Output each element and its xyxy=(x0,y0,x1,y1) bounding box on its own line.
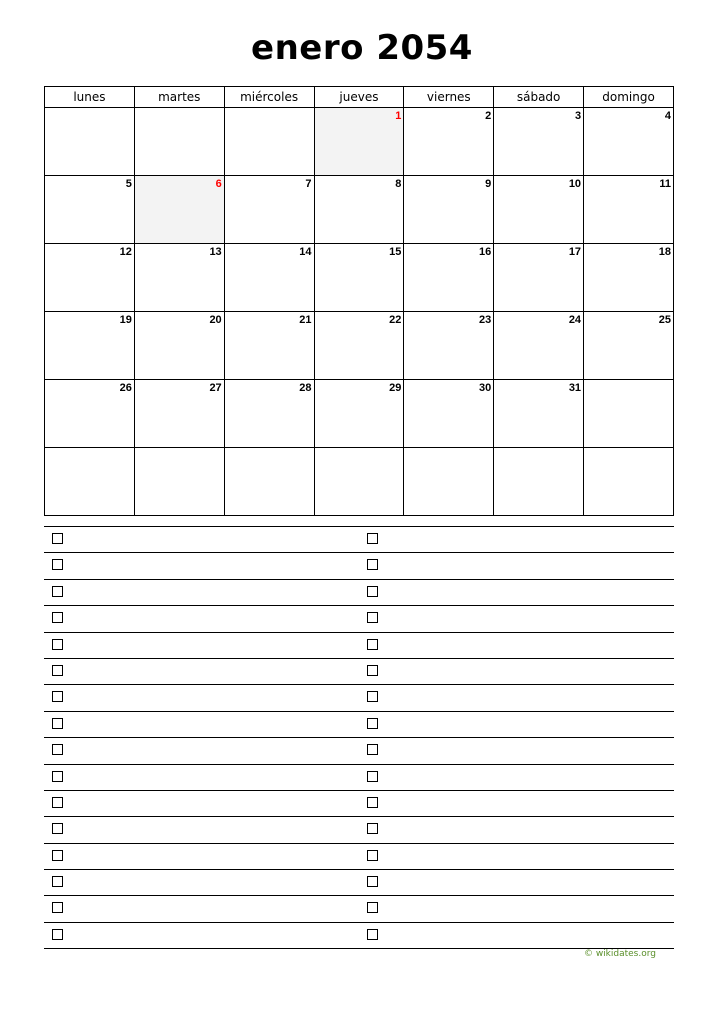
calendar-day-cell[interactable] xyxy=(314,176,404,244)
calendar-day-cell[interactable] xyxy=(224,108,314,176)
empty-checkbox-icon[interactable] xyxy=(52,876,63,887)
empty-checkbox-icon[interactable] xyxy=(52,665,63,676)
day-number: 19 xyxy=(119,314,132,326)
day-number: 6 xyxy=(215,178,222,190)
calendar-day-cell[interactable] xyxy=(314,312,404,380)
checklist-item[interactable] xyxy=(44,791,359,816)
checklist-item[interactable] xyxy=(44,527,359,552)
empty-checkbox-icon[interactable] xyxy=(52,850,63,861)
checklist-item[interactable] xyxy=(359,580,674,605)
checklist-item[interactable] xyxy=(44,659,359,684)
empty-checkbox-icon[interactable] xyxy=(367,612,378,623)
weekday-header: sábado xyxy=(494,87,584,108)
day-number: 23 xyxy=(478,314,492,326)
day-number: 9 xyxy=(485,178,492,190)
day-number: 27 xyxy=(209,382,222,394)
day-number xyxy=(135,108,224,110)
calendar-day-cell[interactable] xyxy=(314,448,404,516)
empty-checkbox-icon[interactable] xyxy=(52,691,63,702)
calendar-day-cell[interactable] xyxy=(45,176,135,244)
calendar-day-cell[interactable] xyxy=(134,108,224,176)
calendar-day-cell[interactable] xyxy=(314,108,404,176)
checklist-row xyxy=(44,553,674,579)
calendar-week-row xyxy=(45,244,674,312)
calendar-day-cell[interactable] xyxy=(494,244,584,312)
calendar-day-cell[interactable] xyxy=(584,380,674,448)
empty-checkbox-icon[interactable] xyxy=(52,929,63,940)
footer-credit: © wikidates.org xyxy=(583,949,656,959)
calendar-day-cell[interactable] xyxy=(134,176,224,244)
calendar-day-cell[interactable] xyxy=(494,448,584,516)
empty-checkbox-icon[interactable] xyxy=(367,586,378,597)
empty-checkbox-icon[interactable] xyxy=(367,718,378,729)
checklist-row xyxy=(44,791,674,817)
empty-checkbox-icon[interactable] xyxy=(367,771,378,782)
checklist xyxy=(44,526,674,949)
checklist-item[interactable] xyxy=(44,712,359,737)
day-number: 26 xyxy=(119,382,132,394)
calendar-week-row xyxy=(45,380,674,448)
empty-checkbox-icon[interactable] xyxy=(52,744,63,755)
empty-checkbox-icon[interactable] xyxy=(52,586,63,597)
day-number xyxy=(45,108,134,110)
calendar-day-cell[interactable] xyxy=(45,108,135,176)
day-number: 5 xyxy=(125,178,132,190)
calendar-week-row xyxy=(45,108,674,176)
empty-checkbox-icon[interactable] xyxy=(52,902,63,913)
checklist-item[interactable] xyxy=(44,685,359,710)
day-number xyxy=(584,448,673,450)
day-number: 29 xyxy=(389,382,402,394)
day-number: 1 xyxy=(395,110,402,122)
checklist-item[interactable] xyxy=(359,896,674,921)
calendar-day-cell[interactable] xyxy=(224,380,314,448)
calendar-day-cell[interactable] xyxy=(584,176,674,244)
day-number xyxy=(135,448,224,450)
weekday-header: viernes xyxy=(404,87,494,108)
checklist-item[interactable] xyxy=(359,712,674,737)
calendar-day-cell[interactable] xyxy=(494,312,584,380)
calendar-day-cell[interactable] xyxy=(314,380,404,448)
checklist-item[interactable] xyxy=(44,923,359,948)
day-number: 11 xyxy=(659,178,671,190)
checklist-item[interactable] xyxy=(359,817,674,842)
calendar-day-cell[interactable] xyxy=(224,176,314,244)
page-title: enero 2054 xyxy=(251,28,473,68)
weekday-header: martes xyxy=(134,87,224,108)
calendar-day-cell[interactable] xyxy=(494,176,584,244)
calendar-week-row xyxy=(45,448,674,516)
checklist-row xyxy=(44,896,674,922)
empty-checkbox-icon[interactable] xyxy=(367,823,378,834)
checklist-item[interactable] xyxy=(44,844,359,869)
checklist-item[interactable] xyxy=(44,765,359,790)
calendar-day-cell[interactable] xyxy=(134,380,224,448)
day-number xyxy=(315,448,404,450)
checklist-item[interactable] xyxy=(359,791,674,816)
checklist-item[interactable] xyxy=(359,553,674,578)
day-number: 30 xyxy=(478,382,492,394)
calendar-day-cell[interactable] xyxy=(404,176,494,244)
day-number: 3 xyxy=(574,110,582,122)
calendar-day-cell[interactable] xyxy=(404,312,494,380)
checklist-row xyxy=(44,580,674,606)
calendar-day-cell[interactable] xyxy=(224,448,314,516)
calendar-day-cell[interactable] xyxy=(134,448,224,516)
checklist-row xyxy=(44,870,674,896)
checklist-item[interactable] xyxy=(44,738,359,763)
calendar-day-cell[interactable] xyxy=(584,244,674,312)
calendar-week-row xyxy=(45,312,674,380)
calendar-day-cell[interactable] xyxy=(45,380,135,448)
empty-checkbox-icon[interactable] xyxy=(367,850,378,861)
empty-checkbox-icon[interactable] xyxy=(52,559,63,570)
empty-checkbox-icon[interactable] xyxy=(367,902,378,913)
day-number: 8 xyxy=(395,178,402,190)
day-number: 25 xyxy=(658,314,671,326)
calendar-day-cell[interactable] xyxy=(45,312,135,380)
day-number: 14 xyxy=(299,246,312,258)
day-number: 21 xyxy=(299,314,312,326)
day-number xyxy=(225,108,314,110)
day-number: 28 xyxy=(299,382,312,394)
day-number: 20 xyxy=(209,314,222,326)
empty-checkbox-icon[interactable] xyxy=(367,691,378,702)
checklist-row xyxy=(44,633,674,659)
weekday-header-row xyxy=(45,87,674,108)
calendar-day-cell[interactable] xyxy=(134,244,224,312)
checklist-item[interactable] xyxy=(359,765,674,790)
calendar-day-cell[interactable] xyxy=(404,108,494,176)
calendar-day-cell[interactable] xyxy=(584,312,674,380)
empty-checkbox-icon[interactable] xyxy=(52,612,63,623)
day-number: 22 xyxy=(389,314,402,326)
empty-checkbox-icon[interactable] xyxy=(367,665,378,676)
day-number xyxy=(494,448,583,450)
empty-checkbox-icon[interactable] xyxy=(52,771,63,782)
empty-checkbox-icon[interactable] xyxy=(52,797,63,808)
checklist-item[interactable] xyxy=(359,659,674,684)
checklist-item[interactable] xyxy=(359,870,674,895)
empty-checkbox-icon[interactable] xyxy=(367,929,378,940)
checklist-item[interactable] xyxy=(359,685,674,710)
weekday-header: lunes xyxy=(45,87,135,108)
checklist-item[interactable] xyxy=(359,527,674,552)
checklist-item[interactable] xyxy=(359,923,674,948)
checklist-row xyxy=(44,923,674,949)
checklist-item[interactable] xyxy=(44,817,359,842)
weekday-header: domingo xyxy=(584,87,674,108)
calendar-day-cell[interactable] xyxy=(45,448,135,516)
day-number: 2 xyxy=(485,110,492,122)
checklist-item[interactable] xyxy=(44,870,359,895)
empty-checkbox-icon[interactable] xyxy=(367,797,378,808)
checklist-row xyxy=(44,685,674,711)
weekday-header: miércoles xyxy=(224,87,314,108)
calendar-day-cell[interactable] xyxy=(494,380,584,448)
empty-checkbox-icon[interactable] xyxy=(367,533,378,544)
checklist-item[interactable] xyxy=(44,606,359,631)
calendar-day-cell[interactable] xyxy=(404,244,494,312)
empty-checkbox-icon[interactable] xyxy=(52,533,63,544)
calendar-week-row xyxy=(45,176,674,244)
calendar-day-cell[interactable] xyxy=(404,380,494,448)
day-number: 24 xyxy=(568,314,582,326)
empty-checkbox-icon[interactable] xyxy=(367,639,378,650)
empty-checkbox-icon[interactable] xyxy=(367,559,378,570)
weekday-header: jueves xyxy=(314,87,404,108)
calendar-day-cell[interactable] xyxy=(584,108,674,176)
checklist-item[interactable] xyxy=(44,633,359,658)
calendar-day-cell[interactable] xyxy=(224,312,314,380)
day-number: 18 xyxy=(658,246,671,258)
day-number: 13 xyxy=(209,246,222,258)
checklist-item[interactable] xyxy=(44,553,359,578)
empty-checkbox-icon[interactable] xyxy=(52,718,63,729)
checklist-row xyxy=(44,527,674,553)
checklist-item[interactable] xyxy=(359,606,674,631)
empty-checkbox-icon[interactable] xyxy=(367,876,378,887)
day-number xyxy=(45,448,134,450)
checklist-item[interactable] xyxy=(359,633,674,658)
empty-checkbox-icon[interactable] xyxy=(52,639,63,650)
checklist-row xyxy=(44,738,674,764)
calendar-day-cell[interactable] xyxy=(224,244,314,312)
checklist-row xyxy=(44,659,674,685)
day-number: 12 xyxy=(119,246,132,258)
empty-checkbox-icon[interactable] xyxy=(52,823,63,834)
checklist-item[interactable] xyxy=(359,844,674,869)
calendar-day-cell[interactable] xyxy=(45,244,135,312)
calendar-day-cell[interactable] xyxy=(404,448,494,516)
day-number: 31 xyxy=(568,382,582,394)
checklist-row xyxy=(44,712,674,738)
calendar-day-cell[interactable] xyxy=(584,448,674,516)
day-number: 10 xyxy=(568,178,582,190)
day-number: 7 xyxy=(305,178,312,190)
checklist-row xyxy=(44,844,674,870)
day-number xyxy=(584,380,673,382)
day-number xyxy=(225,448,314,450)
calendar-body xyxy=(45,108,674,516)
calendar-day-cell[interactable] xyxy=(134,312,224,380)
checklist-row xyxy=(44,817,674,843)
calendar-grid xyxy=(44,86,674,516)
day-number xyxy=(404,448,493,450)
calendar-day-cell[interactable] xyxy=(314,244,404,312)
day-number: 15 xyxy=(389,246,402,258)
checklist-row xyxy=(44,606,674,632)
checklist-item[interactable] xyxy=(44,896,359,921)
day-number: 4 xyxy=(664,110,671,122)
day-number: 16 xyxy=(478,246,492,258)
empty-checkbox-icon[interactable] xyxy=(367,744,378,755)
checklist-row xyxy=(44,765,674,791)
calendar-day-cell[interactable] xyxy=(494,108,584,176)
checklist-item[interactable] xyxy=(44,580,359,605)
day-number: 17 xyxy=(568,246,582,258)
checklist-item[interactable] xyxy=(359,738,674,763)
